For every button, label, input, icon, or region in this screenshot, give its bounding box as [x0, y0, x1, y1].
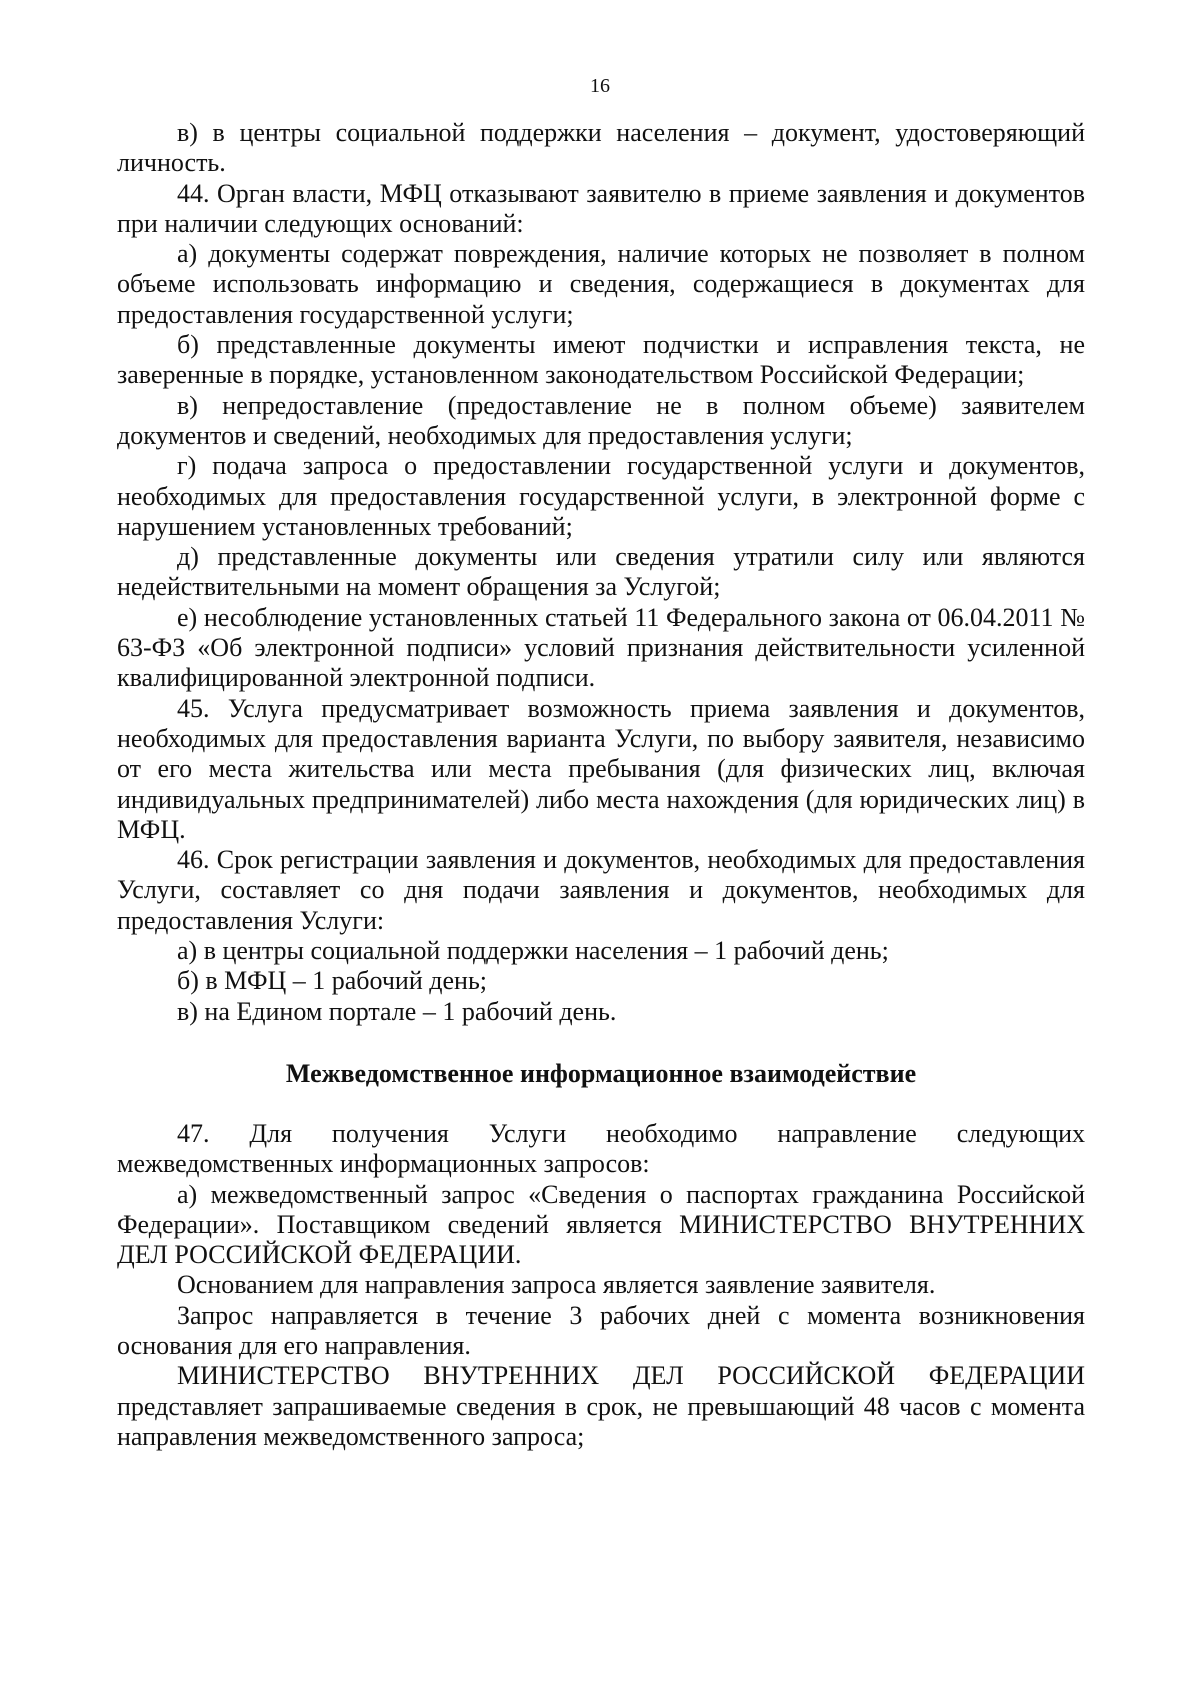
paragraph-ministry-response: МИНИСТЕРСТВО ВНУТРЕННИХ ДЕЛ РОССИЙСКОЙ ФЕДЕРАЦИИ представляет запрашиваемые сведения в срок, не превышающий 48 часов с момента направления межведомственного запроса;: [117, 1361, 1085, 1451]
paragraph-term-mfc: б) в МФЦ – 1 рабочий день;: [177, 966, 488, 996]
paragraph-item-v-non-submission: в) непредоставление (предоставление не в полном объеме) заявителем документов и сведений, необходимых для предоставления услуги;: [117, 390, 1085, 450]
document-body: [117, 118, 1085, 1452]
section-heading: Межведомственное информационное взаимодействие: [285, 1058, 917, 1088]
paragraph-term-unified-portal: в) на Едином портале – 1 рабочий день.: [177, 996, 617, 1026]
paragraph-44-refusal-grounds: 44. Орган власти, МФЦ отказывают заявителю в приеме заявления и документов при наличии следующих оснований:: [117, 178, 1085, 238]
paragraph-item-a-damaged-documents: а) документы содержат повреждения, наличие которых не позволяет в полном объеме использовать информацию и сведения, содержащиеся в документах для предоставления государственной услуги;: [117, 239, 1085, 329]
page-number: 16: [590, 75, 610, 97]
paragraph-45-extraterritorial: 45. Услуга предусматривает возможность приема заявления и документов, необходимых для предоставления варианта Услуги, по выбору заявителя, независимо от его места жительства или места пребывания (для физических лиц, включая индивидуальных предпринимателей) либо места нахождения (для юридических лиц) в МФЦ.: [117, 693, 1085, 844]
paragraph-item-g-electronic-form: г) подача запроса о предоставлении государственной услуги и документов, необходимых для предоставления государственной услуги, в электронной форме с нарушением установленных требований;: [117, 451, 1085, 541]
paragraph-request-basis: Основанием для направления запроса является заявление заявителя.: [177, 1270, 936, 1300]
paragraph-item-b-corrections: б) представленные документы имеют подчистки и исправления текста, не заверенные в порядке, установленном законодательством Российской Федерации;: [117, 330, 1085, 390]
paragraph-item-d-invalid-documents: д) представленные документы или сведения утратили силу или являются недействительными на момент обращения за Услугой;: [117, 542, 1085, 602]
paragraph-item-a-passport-request: а) межведомственный запрос «Сведения о паспортах гражданина Российской Федерации». Поставщиком сведений является МИНИСТЕРСТВО ВНУТРЕННИХ ДЕЛ РОССИЙСКОЙ ФЕДЕРАЦИИ.: [117, 1179, 1085, 1270]
paragraph-request-timing: Запрос направляется в течение 3 рабочих дней с момента возникновения основания для его направления.: [117, 1300, 1085, 1360]
paragraph-item-v-identity: в) в центры социальной поддержки населения – документ, удостоверяющий личность.: [117, 118, 1085, 178]
paragraph-term-social-centers: а) в центры социальной поддержки населения – 1 рабочий день;: [177, 936, 889, 966]
paragraph-item-e-electronic-signature: е) несоблюдение установленных статьей 11 Федерального закона от 06.04.2011 № 63-ФЗ «Об электронной подписи» условий признания действительности усиленной квалифицированной электронной подписи.: [117, 602, 1085, 693]
paragraph-46-registration-term: 46. Срок регистрации заявления и документов, необходимых для предоставления Услуги, составляет со дня подачи заявления и документов, необходимых для предоставления Услуги:: [117, 845, 1085, 935]
paragraph-47-interagency-requests: 47. Для получения Услуги необходимо направление следующих межведомственных информационных запросов:: [117, 1118, 1085, 1179]
